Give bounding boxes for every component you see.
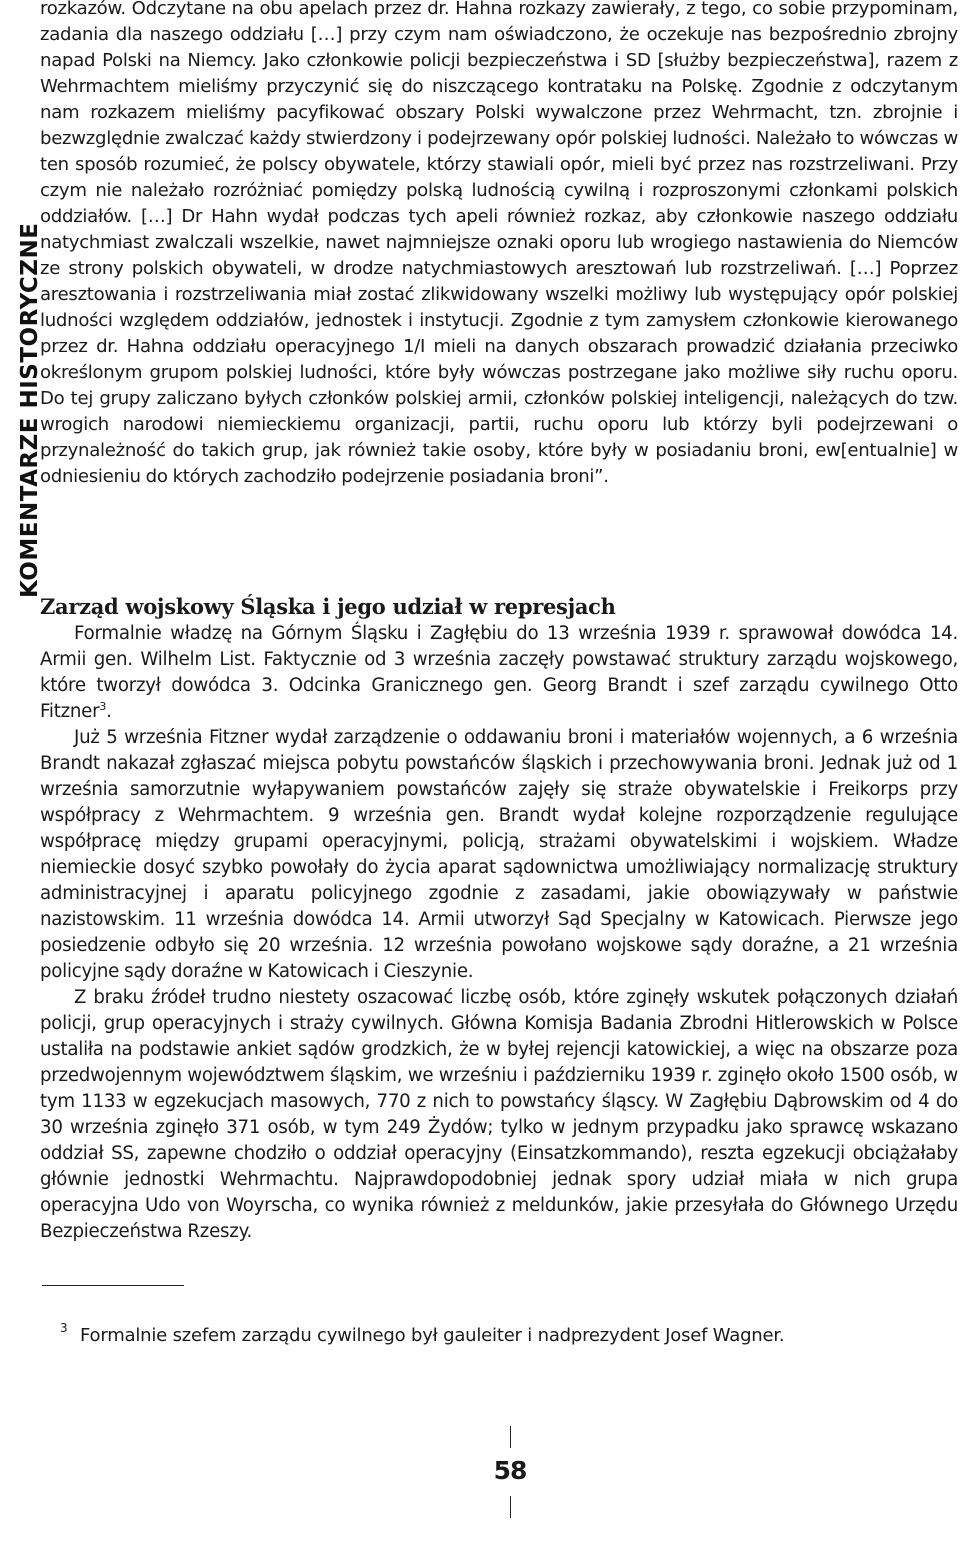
footnote-text: Formalnie szefem zarządu cywilnego był gauleiter i nadprezydent Josef Wagner.: [80, 1325, 785, 1346]
body-paragraph-1-end: .: [106, 701, 112, 722]
section-label: KOMENTARZE HISTORYCZNE: [17, 222, 43, 598]
body-paragraph-2: Już 5 września Fitzner wydał zarządzenie o oddawaniu broni i materiałów wojennych, a 6 września Brandt nakazał zgłaszać miejsca pobytu powstańców śląskich i przechowywania broni. Jednak już od 1 września samorzutnie wyłapywaniem powstańców zajęły się straże obywatelskie i Freikorps przy współpracy z Wehrmachtem. 9 września gen. Brandt wydał kolejne rozporządzenie regulujące współpracę między grupami operacyjnymi, policją, strażami obywatelskimi i wojskiem. Władze niemieckie dosyć szybko powołały do życia aparat sądownictwa umożliwiający normalizację struktury administracyjnej i aparatu policyjnego zgodnie z zasadami, jakie obowiązywały w państwie nazistowskim. 11 września dowódca 14. Armii utworzył Sąd Specjalny w Katowicach. Pierwsze jego posiedzenie odbyło się 20 września. 12 września powołano wojskowe sądy doraźne, a 21 września policyjne sądy doraźne w Katowicach i Cieszynie.: [40, 727, 958, 982]
footnote-divider: [42, 1285, 184, 1286]
footnote-reference[interactable]: 3: [99, 699, 107, 713]
body-paragraph-1-text: Formalnie władzę na Górnym Śląsku i Zagłębiu do 13 września 1939 r. sprawował dowódca 14. Armii gen. Wilhelm List. Faktycznie od 3 września zaczęły powstawać struktury zarządu wojskowego, które tworzył dowódca 3. Odcinka Granicznego gen. Georg Brandt i szef zarządu cywilnego Otto Fitzner: [40, 623, 958, 722]
footnote: [60, 1321, 785, 1348]
footnote-marker: 3: [60, 1321, 68, 1335]
section-heading: Zarząd wojskowy Śląska i jego udział w represjach: [40, 594, 616, 619]
body-paragraph-1: [40, 621, 958, 725]
page-number: 58: [480, 1456, 540, 1485]
running-header-vertical: [0, 0, 43, 610]
section-body: [40, 621, 958, 1245]
body-paragraph-3: Z braku źródeł trudno niestety oszacować liczbę osób, które zginęły wskutek połączonych działań policji, grup operacyjnych i straży cywilnych. Główna Komisja Badania Zbrodni Hitlerowskich w Polsce ustaliła na podstawie ankiet sądów grodzkich, że w byłej rejencji katowickiej, a więc na obszarze poza przedwojennym województwem śląskim, we wrześniu i październiku 1939 r. zginęło około 1500 osób, w tym 1133 w egzekucjach masowych, 770 z nich to powstańcy śląscy. W Zagłębiu Dąbrowskim od 4 do 30 września zginęło 371 osób, w tym 249 Żydów; tylko w jednym przypadku jako sprawcę wskazano oddział SS, zapewne chodziło o oddział operacyjny (Einsatzkommando), reszta egzekucji obciążałaby głównie jednostki Wehrmachtu. Najprawdopodobniej jednak spory udział miała w nich grupa operacyjna Udo von Woyrscha, co wynika również z meldunków, jakie przesyłała do Głównego Urzędu Bezpieczeństwa Rzeszy.: [40, 987, 958, 1242]
intro-quote-paragraph: rozkazów. Odczytane na obu apelach przez dr. Hahna rozkazy zawierały, z tego, co sobie przypominam, zadania dla naszego oddziału […] przy czym nam oświadczono, że oczekuje nas bezpośrednio zbrojny napad Polski na Niemcy. Jako członkowie policji bezpieczeństwa i SD [służby bezpieczeństwa], razem z Wehrmachtem mieliśmy przyczynić się do niszczącego kontrataku na Polskę. Zgodnie z odczytanym nam rozkazem mieliśmy pacyfikować obszary Polski wywalczone przez Wehrmacht, tzn. zbrojnie i bezwzględnie zwalczać każdy stwierdzony i podejrzewany opór polskiej ludności. Należało to wówczas w ten sposób rozumieć, że polscy obywatele, którzy stawiali opór, mieli być przez nas rozstrzeliwani. Przy czym nie należało rozróżniać pomiędzy polską ludnością cywilną i rozproszonymi członkami polskich oddziałów. […] Dr Hahn wydał podczas tych apeli również rozkaz, aby członkowie naszego oddziału natychmiast zwalczali wszelkie, nawet najmniejsze oznaki oporu lub wrogiego nastawienia do Niemców ze strony polskich obywateli, w drodze natychmiastowych aresztowań lub rozstrzeliwań. […] Poprzez aresztowania i rozstrzeliwania miał zostać zlikwidowany wszelki możliwy lub występujący opór polskiej ludności względem oddziałów, jednostek i instytucji. Zgodnie z tym zamysłem członkowie kierowanego przez dr. Hahna oddziału operacyjnego 1/I mieli na danych obszarach prowadzić działania przeciwko określonym grupom polskiej ludności, które były wówczas postrzegane jako możliwe siły ruchu oporu. Do tej grupy zaliczano byłych członków polskiej armii, członków polskiej inteligencji, należących do tzw. wrogich narodowi niemieckiemu organizacji, partii, ruchu oporu lub którzy byli podejrzewani o przynależność do takich grup, jak również takie osoby, które były w posiadaniu broni, ew[entualnie] w odniesieniu do których zachodziło podejrzenie posiadania broni”.: [40, 0, 958, 487]
